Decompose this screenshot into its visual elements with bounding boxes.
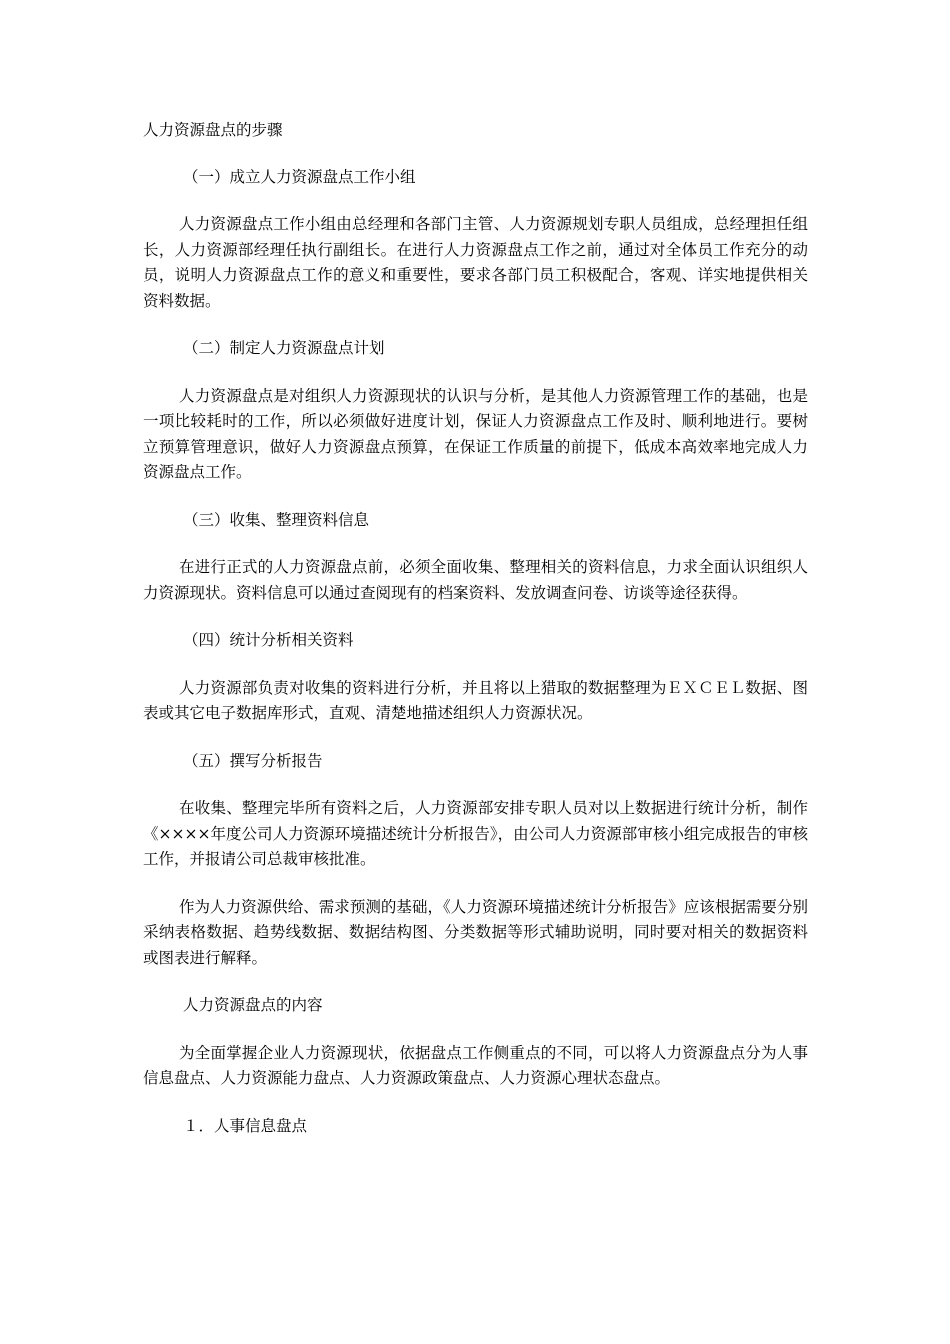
section-paragraph-5: 在收集、整理完毕所有资料之后，人力资源部安排专职人员对以上数据进行统计分析，制作《××××年度公司人力资源环境描述统计分析报告》，由公司人力资源部审核小组完成报告的审核工作，并报请公司总裁审核批准。 xyxy=(143,799,808,868)
section-heading-5: （五）撰写分析报告 xyxy=(183,751,323,770)
content-paragraph: 为全面掌握企业人力资源现状，依据盘点工作侧重点的不同，可以将人力资源盘点分为人事信息盘点、人力资源能力盘点、人力资源政策盘点、人力资源心理状态盘点。 xyxy=(143,1043,808,1087)
section-paragraph-1: 人力资源盘点工作小组由总经理和各部门主管、人力资源规划专职人员组成，总经理担任组长，人力资源部经理任执行副组长。在进行人力资源盘点工作之前，通过对全体员工作充分的动员，说明人力资源盘点工作的意义和重要性，要求各部门员工积极配合，客观、详实地提供相关资料数据。 xyxy=(143,215,808,310)
document-title: 人力资源盘点的步骤 xyxy=(143,121,283,139)
section-heading-2: （二）制定人力资源盘点计划 xyxy=(183,339,385,357)
document-body xyxy=(143,118,808,1161)
section-heading-3: （三）收集、整理资料信息 xyxy=(183,510,370,529)
content-heading: 人力资源盘点的内容 xyxy=(183,996,323,1014)
section-paragraph-3: 在进行正式的人力资源盘点前，必须全面收集、整理相关的资料信息，力求全面认识组织人力资源现状。资料信息可以通过查阅现有的档案资料、发放调查问卷、访谈等途径获得。 xyxy=(143,558,808,602)
section-heading-4: （四）统计分析相关资料 xyxy=(183,631,354,649)
section-paragraph-2: 人力资源盘点是对组织人力资源现状的认识与分析，是其他人力资源管理工作的基础，也是一项比较耗时的工作，所以必须做好进度计划，保证人力资源盘点工作及时、顺利地进行。要树立预算管理意识，做好人力资源盘点预算，在保证工作质量的前提下，低成本高效率地完成人力资源盘点工作。 xyxy=(143,386,808,481)
section-paragraph-4: 人力资源部负责对收集的资料进行分析，并且将以上猎取的数据整理为ＥＸＣＥＬ数据、图表或其它电子数据库形式，直观、清楚地描述组织人力资源状况。 xyxy=(143,678,808,722)
section-paragraph-5b: 作为人力资源供给、需求预测的基础，《人力资源环境描述统计分析报告》应该根据需要分别采纳表格数据、趋势线数据、数据结构图、分类数据等形式辅助说明，同时要对相关的数据资料或图表进行解释。 xyxy=(143,897,808,967)
list-item-1: １．人事信息盘点 xyxy=(183,1116,308,1135)
section-heading-1: （一）成立人力资源盘点工作小组 xyxy=(183,167,416,186)
